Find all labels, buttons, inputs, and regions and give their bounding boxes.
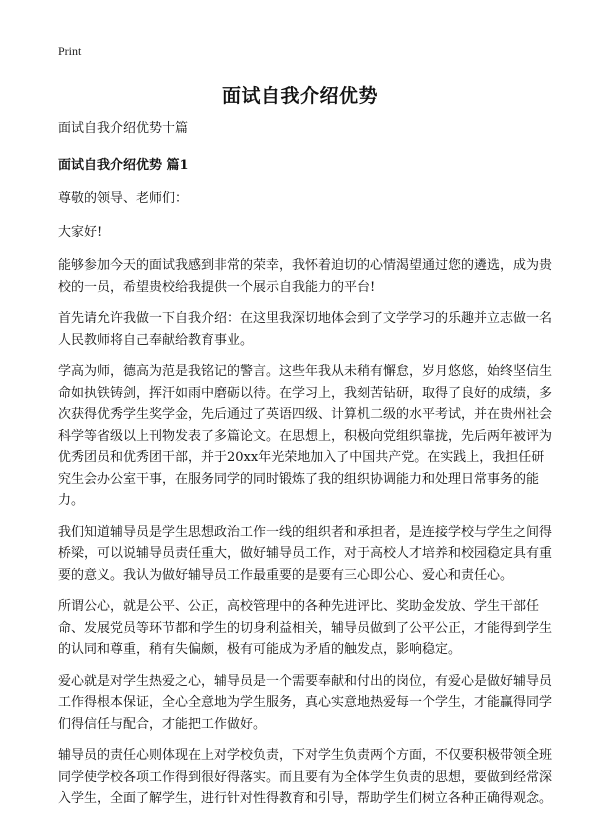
paragraph-5: 所谓公心，就是公平、公正，高校管理中的各种先进评比、奖助金发放、学生干部任命、发展党员等环节都和学生的切身利益相关，辅导员做到了公平公正，才能得到学生的认同和尊重，稍有失偏颇，极有可能成为矛盾的触发点，影响稳定。 bbox=[58, 599, 553, 657]
print-label: Print bbox=[58, 44, 82, 58]
greeting: 大家好! bbox=[58, 224, 103, 240]
paragraph-1: 能够参加今天的面试我感到非常的荣幸，我怀着迫切的心情渴望通过您的遴选，成为贵校的一员，希望贵校给我提供一个展示自我能力的平台! bbox=[58, 258, 553, 295]
paragraph-6: 爱心就是对学生热爱之心，辅导员是一个需要奉献和付出的岗位，有爱心是做好辅导员工作得根本保证，全心全意地为学生服务，真心实意地热爱每一个学生，才能赢得同学们得信任与配合，才能把工作做好。 bbox=[58, 673, 553, 732]
document-title: 面试自我介绍优势 bbox=[221, 85, 378, 107]
paragraph-4: 我们知道辅导员是学生思想政治工作一线的组织者和承担者，是连接学校与学生之间得桥梁，可以说辅导员责任重大，做好辅导员工作，对于高校人才培养和校园稳定具有重要的意义。我认为做好辅导员工作最重要的是要有三心即公心、爱心和责任心。 bbox=[58, 524, 553, 583]
paragraph-2: 首先请允许我做一下自我介绍：在这里我深切地体会到了文学学习的乐趣并立志做一名人民教师将自己奉献给教育事业。 bbox=[58, 311, 553, 348]
salutation: 尊敬的领导、老师们： bbox=[58, 191, 189, 206]
paragraph-3: 学高为师，德高为范是我铭记的警言。这些年我从未稍有懈怠，岁月悠悠，始终坚信生命如执铁铸剑，挥汗如雨中磨砺以待。在学习上，我刻苦钻研，取得了良好的成绩，多次获得优秀学生奖学金，先后通过了英语四级、计算机二级的水平考试，并在贵州社会科学等省级以上刊物发表了多篇论文。在思想上，积极向党组织靠拢，先后两年被评为优秀团员和优秀团干部，并于20xx年光荣地加入了中国共产党。在实践上，我担任研究生会办公室干事，在服务同学的同时锻炼了我的组织协调能力和处理日常事务的能力。 bbox=[58, 364, 553, 508]
paragraph-7: 辅导员的责任心则体现在上对学校负责，下对学生负责两个方面，不仅要积极带领全班同学使学校各项工作得到很好得落实。而且要有为全体学生负责的思想，要做到经常深入学生，全面了解学生，进行针对性得教育和引导，帮助学生们树立各种正确得观念。 bbox=[58, 748, 553, 806]
document-body bbox=[58, 118, 552, 820]
section-heading: 面试自我介绍优势 篇1 bbox=[58, 157, 189, 173]
document-subtitle: 面试自我介绍优势十篇 bbox=[58, 121, 189, 136]
